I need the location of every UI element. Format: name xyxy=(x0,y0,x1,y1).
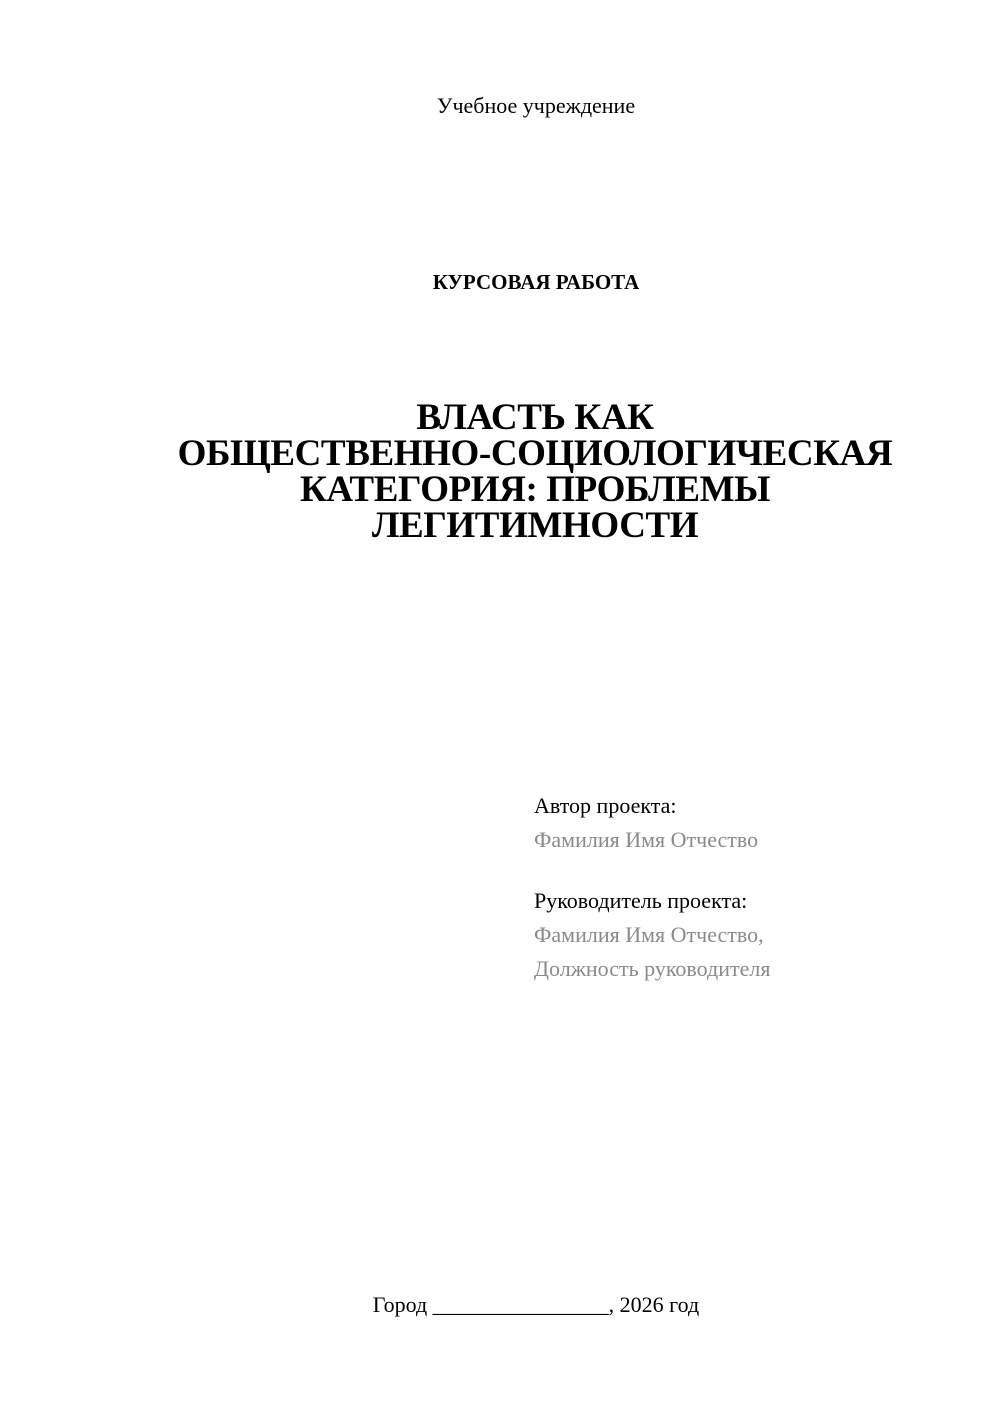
supervisor-label: Руководитель проекта: xyxy=(534,888,748,913)
supervisor-name: Фамилия Имя Отчество, xyxy=(534,922,764,947)
title-line: КАТЕГОРИЯ: ПРОБЛЕМЫ xyxy=(299,469,771,510)
supervisor-position: Должность руководителя xyxy=(534,956,771,981)
work-type-heading: КУРСОВАЯ РАБОТА xyxy=(432,270,640,294)
city-year-line: Город ________________, 2026 год xyxy=(372,1292,700,1317)
document-title xyxy=(140,397,930,546)
title-line: ЛЕГИТИМНОСТИ xyxy=(371,505,699,546)
author-name: Фамилия Имя Отчество xyxy=(534,827,759,852)
author-label: Автор проекта: xyxy=(534,793,677,818)
authors-block xyxy=(534,789,770,986)
title-line: ОБЩЕСТВЕННО-СОЦИОЛОГИЧЕСКАЯ xyxy=(177,433,893,474)
institution-name: Учебное учреждение xyxy=(436,93,636,118)
title-line: ВЛАСТЬ КАК xyxy=(416,397,654,438)
